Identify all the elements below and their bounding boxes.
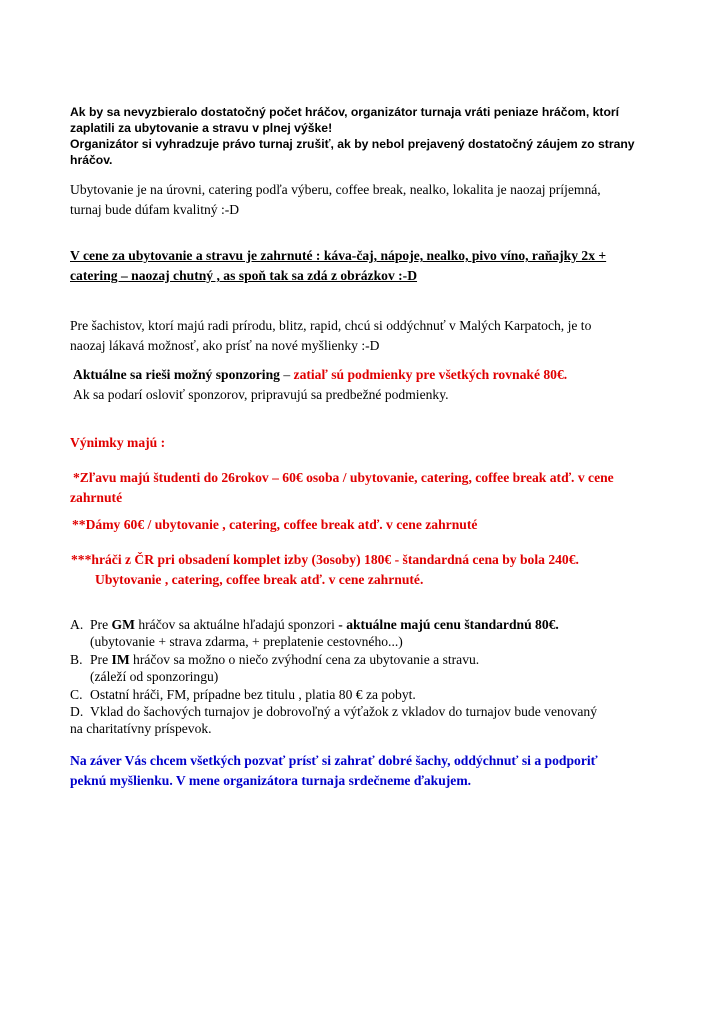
included-paragraph [70,246,606,286]
exception-cr [71,550,579,590]
exception-cr-line-1: ***hráči z ČR pri obsadení komplet izby (3osoby) 180€ - štandardná cena by bola 240€. [71,552,579,567]
list-c-text: Ostatní hráči, FM, prípadne bez titulu , platia 80 € za pobyt. [90,687,416,702]
closing-paragraph [70,751,598,791]
list-a-pre: Pre [90,617,112,632]
list-item-b [70,651,479,668]
nature-line-2: naozaj lákavá možnosť, ako prísť na nové myšlienky :-D [70,338,380,353]
sponsoring-red: zatiaľ sú podmienky pre všetkých rovnaké 80€. [293,367,568,382]
list-a-bold: - aktuálne majú cenu štandardnú 80€. [338,617,559,632]
sponsoring-line-1 [73,365,567,385]
list-b-pre: Pre [90,652,112,667]
accommodation-paragraph [70,180,601,220]
exception-students [70,468,614,508]
list-item-d [70,703,597,720]
closing-line-2: peknú myšlienku. V mene organizátora turnaja srdečneme ďakujem. [70,773,472,788]
exception-ladies: **Dámy 60€ / ubytovanie , catering, coffee break atď. v cene zahrnuté [72,517,478,532]
warning-line-2: zaplatili za ubytovanie a stravu v plnej výške! [70,121,333,135]
list-b-im: IM [111,652,130,667]
included-line-2: catering – naozaj chutný , as spoň tak sa zdá z obrázkov :-D [70,268,418,283]
list-item-d-line-2: na charitatívny príspevok. [70,721,212,736]
list-marker-d: D. [70,704,84,719]
list-a-mid: hráčov sa aktuálne hľadajú sponzori [134,617,339,632]
list-item-a [70,616,559,633]
list-a-gm: GM [111,617,135,632]
list-b-rest: hráčov sa možno o niečo zvýhodní cena za ubytovanie a stravu. [129,652,480,667]
warning-line-3: Organizátor si vyhradzuje právo turnaj zrušiť, ak by nebol prejavený dostatočný záujem zo strany [70,137,635,151]
list-marker-c: C. [70,687,83,702]
accommodation-line-2: turnaj bude dúfam kvalitný :-D [70,202,240,217]
list-item-c [70,686,416,703]
closing-line-1: Na záver Vás chcem všetkých pozvať prísť si zahrať dobré šachy, oddýchnuť si a podporiť [70,753,598,768]
exception-cr-line-2: Ubytovanie , catering, coffee break atď. v cene zahrnuté. [95,572,424,587]
accommodation-line-1: Ubytovanie je na úrovni, catering podľa výberu, coffee break, nealko, lokalita je naozaj príjemná, [70,182,601,197]
exceptions-title: Výnimky majú : [70,435,166,450]
list-d-text: Vklad do šachových turnajov je dobrovoľný a výťažok z vkladov do turnajov bude venovaný [90,704,597,719]
sponsoring-dash: – [279,367,294,382]
list-marker-b: B. [70,652,83,667]
nature-line-1: Pre šachistov, ktorí majú radi prírodu, blitz, rapid, chcú si oddýchnuť v Malých Karpatoch, je to [70,318,592,333]
nature-paragraph [70,316,591,356]
list-item-a-line-2: (ubytovanie + strava zdarma, + preplatenie cestovného...) [90,634,403,649]
warning-line-1: Ak by sa nevyzbieralo dostatočný počet hráčov, organizátor turnaja vráti peniaze hráčom, ktorí [70,105,620,119]
exception-students-line-2: zahrnuté [70,490,123,505]
included-line-1: V cene za ubytovanie a stravu je zahrnuté : káva-čaj, nápoje, nealko, pivo víno, raňajky 2x + [70,248,607,263]
sponsoring-paragraph [73,365,567,405]
warning-paragraph [70,104,635,168]
list-item-b-line-2: (záleží od sponzoringu) [90,669,219,684]
exception-students-line-1: *Zľavu majú študenti do 26rokov – 60€ osoba / ubytovanie, catering, coffee break atď. v cene [73,470,614,485]
warning-line-4: hráčov. [70,153,113,167]
sponsoring-bold: Aktuálne sa rieši možný sponzoring [73,367,280,382]
list-marker-a: A. [70,617,84,632]
sponsoring-line-2: Ak sa podarí osloviť sponzorov, pripravujú sa predbežné podmienky. [73,387,449,402]
